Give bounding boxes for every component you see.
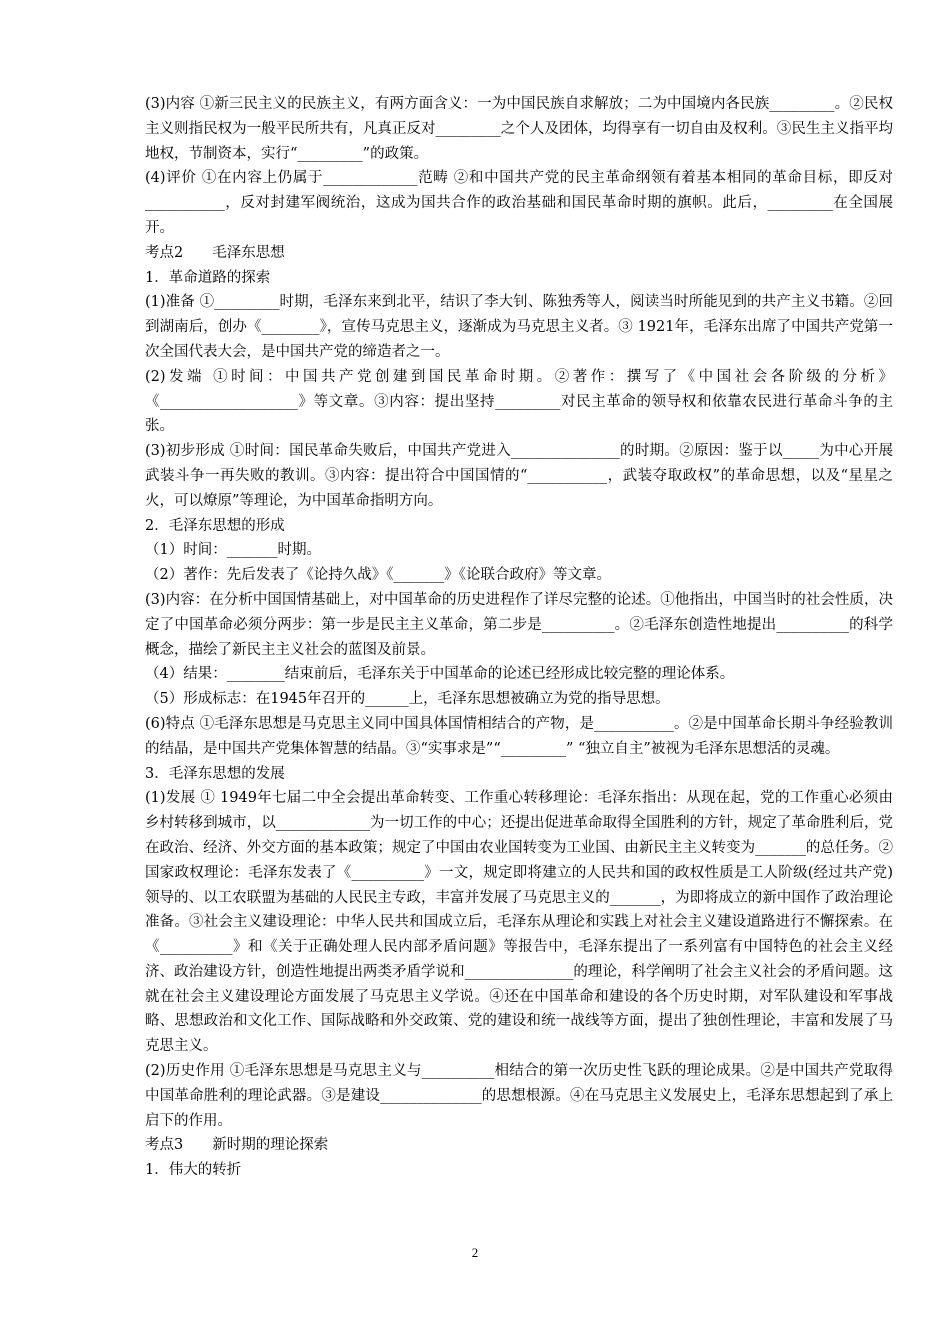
paragraph-preparation: (1)准备 ①_________时期，毛泽东来到北平，结识了李大钊、陈独秀等人，阅读当时所能见到的共产主义书籍。②回到湖南后，创办《________》，宣传马克思主义，逐渐成为马克思主义者。③ 1921年，毛泽东出席了中国共产党第一次全国代表大会，是中国共产党的缔造者之一。 (145, 294, 893, 360)
paragraph-origin: (2)发端 ①时间：中国共产党创建到国民革命时期。②著作：撰写了《中国社会各阶级的分析》《___________________》等文章。③内容：提出坚持_________对民主革命的领导权和依靠农民进行革命斗争的主张。 (145, 368, 893, 435)
paragraph-content: (3)内容：在分析中国国情基础上，对中国革命的历史进程作了详尽完整的论述。①他指出，中国当时的社会性质，决定了中国革命必须分两步：第一步是民主主义革命，第二步是__________。②毛泽东创造性地提出__________的科学概念，描绘了新民主主义社会的蓝图及前景。 (145, 591, 893, 658)
paragraph-features: (6)特点 ①毛泽东思想是马克思主义同中国具体国情相结合的产物，是___________。②是中国革命长期斗争经验教训的结晶，是中国共产党集体智慧的结晶。③“实事求是”“_________” “独立自主”被视为毛泽东思想活的灵魂。 (145, 715, 893, 757)
paragraph-historical-role: (2)历史作用 ①毛泽东思想是马克思主义与__________相结合的第一次历史性飞跃的理论成果。②是中国共产党取得中国革命胜利的理论武器。③是建设______________的思想根源。④在马克思主义发展史上，毛泽东思想起到了承上启下的作用。 (145, 1063, 893, 1129)
paragraph-development: (1)发展 ① 1949年七届二中全会提出革命转变、工作重心转移理论：毛泽东指出：从现在起，党的工作重心必须由乡村转移到城市，以_____________为一切工作的中心；还提出促进革命取得全国胜利的方针，规定了革命胜利后，党在政治、经济、外交方面的基本政策；规定了中国由农业国转变为工业国、由新民主主义转变为_______的总任务。②国家政权理论：毛泽东发表了《__________》一文，规定即将建立的人民共和国的政权性质是工人阶级(经过共产党)领导的、以工农联盟为基础的人民民主专政，丰富并发展了马克思主义的_______，为即将成立的新中国作了政治理论准备。③社会主义建设理论：中华人民共和国成立后，毛泽东从理论和实践上对社会主义建设道路进行不懈探索。在《__________》和《关于正确处理人民内部矛盾问题》等报告中，毛泽东提出了一系列富有中国特色的社会主义经济、政治建设方针，创造性地提出两类矛盾学说和_______________的理论，科学阐明了社会主义社会的矛盾问题。这就在社会主义建设理论方面发展了马克思主义学说。④还在中国革命和建设的各个历史时期，对军队建设和军事战略、思想政治和文化工作、国际战略和外交政策、党的建设和统一战线等方面，提出了独创性理论，丰富和发展了马克思主义。 (145, 790, 893, 1055)
paragraph-content-3: (3)内容 ①新三民主义的民族主义，有两方面含义：一为中国民族自求解放；二为中国境内各民族_________。②民权主义则指民权为一般平民所共有，凡真正反对_________之个人及团体，均得享有一切自由及权利。③民生主义指平均地权，节制资本，实行“_________”的政策。 (145, 96, 893, 162)
paragraph-time: （1）时间：_______时期。 (145, 542, 321, 559)
subheading-revolution-path: 1．革命道路的探索 (145, 269, 271, 286)
paragraph-works: （2）著作：先后发表了《论持久战》《_______》《论联合政府》等文章。 (145, 567, 611, 584)
document-body (145, 92, 893, 1183)
subheading-great-turn: 1．伟大的转折 (145, 1162, 242, 1179)
subheading-formation: 2．毛泽东思想的形成 (145, 517, 285, 534)
section-heading-kaodian-3: 考点3 新时期的理论探索 (145, 1137, 329, 1154)
paragraph-formation-sign: （5）形成标志：在1945年召开的______上，毛泽东思想被确立为党的指导思想。 (145, 691, 670, 708)
section-heading-kaodian-2: 考点2 毛泽东思想 (145, 244, 285, 261)
paragraph-evaluation-4: (4)评价 ①在内容上仍属于_____________范畴 ②和中国共产党的民主革命纲领有着基本相同的革命目标，即反对___________，反对封建军阀统治，这成为国共合作的政治基础和国民革命时期的旗帜。此后，_________在全国展开。 (145, 170, 893, 236)
page-number: 2 (471, 1245, 479, 1260)
paragraph-result: （4）结果：________结束前后，毛泽东关于中国革命的论述已经形成比较完整的理论体系。 (145, 666, 735, 683)
paragraph-initial-formation: (3)初步形成 ①时间：国民革命失败后，中国共产党进入_______________的时期。②原因：鉴于以_____为中心开展武装斗争一再失败的教训。③内容：提出符合中国国情的“___________，武装夺取政权”的革命思想，以及“星星之火，可以燎原”等理论，为中国革命指明方向。 (145, 443, 893, 509)
subheading-development: 3．毛泽东思想的发展 (145, 765, 285, 782)
